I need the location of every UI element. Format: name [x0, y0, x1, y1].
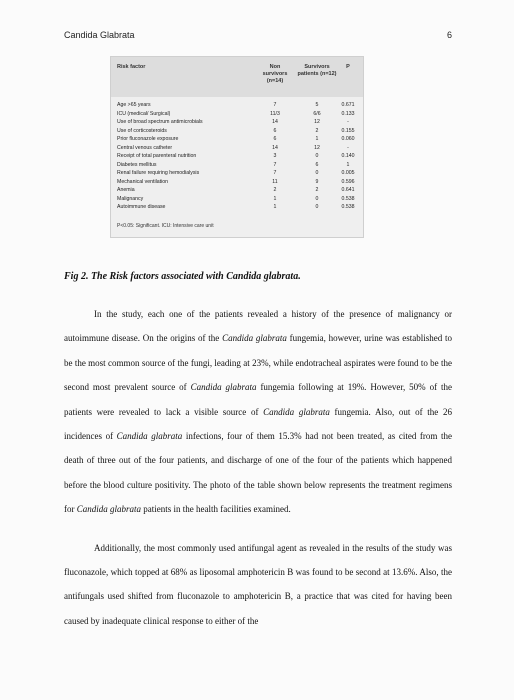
cell-risk-factor: Diabetes mellitus — [117, 161, 157, 168]
text-span: In the study, each one of the patients revealed a history of the presence of malignancy or autoimmune disease. On the origins of the — [64, 309, 452, 344]
species-name: Candida glabrata — [190, 382, 257, 393]
cell-survivors: 0 — [315, 204, 319, 210]
cell-risk-factor: Autoimmune disease — [117, 204, 166, 210]
cell-p-value: 0.133 — [341, 110, 355, 117]
cell-p-value: 0.538 — [341, 195, 355, 202]
table-footnote: P<0.05: Significant. ICU: Intensive care unit — [117, 223, 214, 229]
cell-p-value: 0.155 — [341, 127, 355, 134]
cell-non-survivors: 6 — [273, 127, 277, 134]
cell-risk-factor: Central venous catheter — [117, 144, 173, 151]
cell-risk-factor: Anemia — [117, 187, 135, 193]
cell-risk-factor: Age >65 years — [117, 102, 151, 108]
cell-non-survivors: 1 — [273, 195, 277, 202]
risk-factor-table-image — [110, 56, 364, 238]
cell-survivors: 1 — [315, 136, 319, 142]
running-header-title: Candida Glabrata — [64, 30, 135, 40]
table-row — [111, 127, 363, 136]
species-name: Candida glabrata — [76, 504, 142, 515]
cell-non-survivors: 3 — [273, 153, 277, 159]
cell-survivors: 12 — [314, 144, 320, 151]
paragraph-gap — [64, 522, 452, 536]
table-row — [111, 161, 363, 170]
cell-p-value: 0.671 — [341, 102, 355, 108]
cell-non-survivors: 1 — [273, 204, 277, 210]
table-row — [111, 110, 363, 119]
cell-survivors: 0 — [315, 153, 319, 159]
species-name: Candida glabrata — [222, 333, 287, 344]
cell-survivors: 6/6 — [313, 110, 321, 117]
table-row — [111, 101, 363, 110]
table-row — [111, 144, 363, 153]
cell-non-survivors: 14 — [272, 119, 278, 125]
cell-non-survivors: 6 — [273, 136, 277, 142]
cell-survivors: 5 — [315, 102, 319, 108]
cell-risk-factor: ICU (medical/ Surgical) — [117, 110, 171, 117]
cell-risk-factor: Use of broad spectrum antimicrobials — [117, 119, 203, 125]
cell-p-value: 0.060 — [341, 136, 355, 142]
cell-p-value: 0.538 — [341, 204, 355, 210]
species-name: Candida glabrata — [263, 406, 330, 417]
cell-non-survivors: 11/3 — [270, 110, 280, 117]
cell-risk-factor: Renal failure requiring hemodialysis — [117, 170, 200, 176]
cell-survivors: 0 — [315, 195, 319, 202]
cell-risk-factor: Receipt of total parenteral nutrition — [117, 153, 197, 159]
paragraph-2: Additionally, the most commonly used antifungal agent as revealed in the results of the study was fluconazole, which topped at 68% as liposomal amphotericin B was found to be second at 13.6%. Also, the antifungals used shifted from fluconazole to amphotericin B, a practice that was cited for having been caused by inadequate clinical response to either of the — [64, 542, 452, 626]
text-span: patients in the health facilities examined. — [141, 504, 291, 515]
cell-survivors: 2 — [315, 127, 319, 134]
column-header-non-survivors: Non survivors (n=14) — [262, 64, 288, 84]
column-header-risk-factor: Risk factor — [117, 64, 146, 70]
table-row — [111, 186, 363, 195]
cell-non-survivors: 2 — [273, 187, 277, 193]
paragraph-1 — [64, 302, 452, 522]
cell-survivors: 0 — [315, 170, 319, 176]
cell-risk-factor: Use of corticosteroids — [117, 127, 167, 134]
table-body — [111, 101, 363, 212]
body-text — [64, 302, 452, 633]
cell-survivors: 6 — [315, 161, 319, 168]
table-row — [111, 203, 363, 212]
cell-risk-factor: Mechanical ventilation — [117, 178, 169, 185]
cell-non-survivors: 7 — [273, 102, 277, 108]
text-span: fungemia following at 19%. However, 50% of the patients were revealed to lack a visible source of — [64, 382, 452, 417]
species-name: Candida glabrata — [116, 431, 183, 442]
column-header-survivors: Survivors patients (n=12) — [297, 64, 337, 77]
table-row — [111, 178, 363, 187]
cell-non-survivors: 14 — [272, 144, 278, 151]
page-number: 6 — [447, 30, 453, 40]
cell-non-survivors: 11 — [272, 178, 278, 185]
column-header-p-value: P — [346, 64, 350, 70]
cell-risk-factor: Malignancy — [117, 195, 144, 202]
cell-p-value: 0.005 — [341, 170, 355, 176]
cell-risk-factor: Prior fluconazole exposure — [117, 136, 179, 142]
cell-p-value: 0.641 — [341, 187, 355, 193]
cell-p-value: 0.140 — [341, 153, 355, 159]
table-row — [111, 152, 363, 161]
cell-p-value: 1 — [346, 161, 350, 168]
figure-caption: Fig 2. The Risk factors associated with Candida glabrata. — [64, 271, 301, 282]
table-row — [111, 169, 363, 178]
cell-p-value: - — [347, 119, 349, 125]
table-row — [111, 195, 363, 204]
cell-survivors: 2 — [315, 187, 319, 193]
cell-p-value: - — [347, 144, 349, 151]
table-header — [111, 57, 363, 97]
cell-non-survivors: 7 — [273, 161, 277, 168]
cell-survivors: 9 — [315, 178, 319, 185]
cell-p-value: 0.596 — [341, 178, 355, 185]
cell-non-survivors: 7 — [273, 170, 277, 176]
table-row — [111, 135, 363, 144]
text-span: fungemia. Also, out of the 26 incidences of — [64, 406, 452, 442]
text-span: infections, four of them 15.3% had not been treated, as cited from the death of three out of the four patients, and discharge of one of the four of the patients which happened before the blood culture positivity. The photo of the table shown below represents the treatment regimens for — [64, 431, 452, 515]
cell-survivors: 12 — [314, 119, 320, 125]
table-row — [111, 118, 363, 127]
text-span: fungemia, however, urine was established to be the most common source of the fungi, leading at 23%, while endotracheal aspirates were found to be the second most prevalent source of — [64, 333, 453, 393]
